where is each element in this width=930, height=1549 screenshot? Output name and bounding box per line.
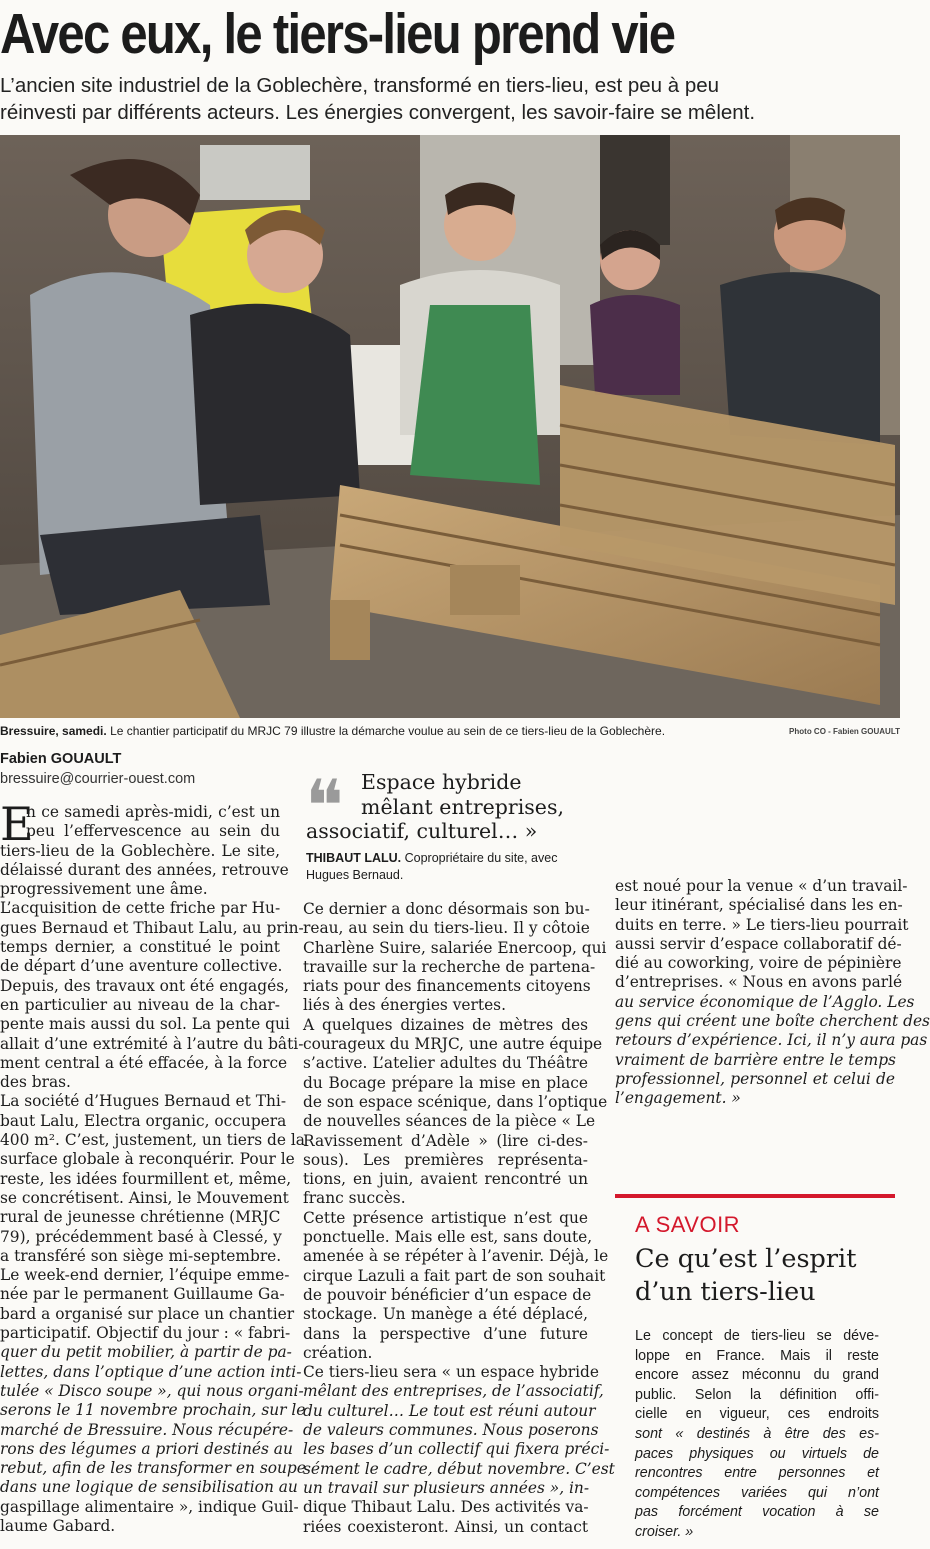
column-2-line: travaille sur la recherche de partena- xyxy=(303,957,596,976)
subhead-line: réinvesti par différents acteurs. Les énergies convergent, les savoir-faire se mêlent. xyxy=(0,101,756,124)
box-title-line: d’un tiers-lieu xyxy=(635,1277,816,1307)
column-2-line: Cette présence artistique n’est que xyxy=(303,1208,588,1227)
column-2-line: un travail sur plusieurs années », in- xyxy=(303,1478,590,1497)
column-1-line: rural de jeunesse chrétienne (MRJC xyxy=(0,1208,281,1227)
headline: Avec eux, le tiers-lieu prend vie xyxy=(0,2,675,66)
pull-quote xyxy=(305,764,596,848)
author-name: Fabien GOUAULT xyxy=(0,751,122,767)
column-1-line: Le week-end dernier, l’équipe emme- xyxy=(0,1266,290,1285)
column-2-line: riées coexisteront. Ainsi, un contact xyxy=(303,1517,588,1536)
column-3-line: leur itinérant, spécialisé dans les en- xyxy=(615,896,903,915)
column-2-line: de pouvoir bénéficier d’un espace de xyxy=(303,1285,592,1304)
column-2-line: franc succès. xyxy=(303,1189,406,1208)
pull-quote-line: Espace hybride xyxy=(361,770,522,794)
column-1-line: lettes, dans l’optique d’une action inti- xyxy=(0,1362,302,1381)
column-2-line: A quelques dizaines de mètres des xyxy=(303,1015,588,1034)
column-2-line: riats pour des financements citoyens xyxy=(303,977,591,996)
column-1-line: bard a organisé sur place un chantier xyxy=(0,1304,295,1323)
column-3-line: au service économique de l’Agglo. Les xyxy=(615,992,915,1011)
article-column-1 xyxy=(0,797,306,1536)
box-kicker: A SAVOIR xyxy=(635,1212,741,1237)
caption-place: Bressuire, samedi. xyxy=(0,724,107,738)
quote-mark-icon: ❝ xyxy=(305,764,344,848)
box-body-line: croiser. » xyxy=(635,1523,694,1540)
column-1-line: reste, les idées fourmillent et, même, xyxy=(0,1169,292,1188)
column-2-line: courageux du MRJC, une autre équipe xyxy=(303,1035,603,1054)
column-2-line: Charlène Suire, salariée Enercoop, qui xyxy=(303,938,607,957)
column-1-line: dans une logique de sensibilisation au xyxy=(0,1478,298,1497)
pull-quote-line: mêlant entreprises, xyxy=(361,794,564,819)
box-body-line: public. Selon la définition offi- xyxy=(635,1386,879,1403)
column-1-line: progressivement une âme. xyxy=(0,880,208,899)
column-1-line: Depuis, des travaux ont été engagés, xyxy=(0,976,289,995)
article-photo xyxy=(0,135,900,718)
photo-illustration xyxy=(0,135,900,718)
column-2-line: s’active. L’atelier adultes du Théâtre xyxy=(303,1054,588,1073)
column-2-line: sous). Les premières représenta- xyxy=(303,1150,588,1169)
box-body xyxy=(635,1327,879,1543)
column-2-line: tions, en juin, avaient rencontré un xyxy=(303,1170,588,1189)
column-2-line: dique Thibaut Lalu. Des activités va- xyxy=(303,1498,589,1517)
column-1-line: n ce samedi après-midi, c’est un xyxy=(26,803,280,821)
column-2-line: Ravissement d’Adèle » (lire ci-des- xyxy=(303,1131,588,1150)
box-body-line: Le concept de tiers-lieu se déve- xyxy=(635,1328,879,1344)
column-3-line: duits en terre. » Le tiers-lieu pourrait xyxy=(615,915,909,934)
column-2-line: du culturel… Le tout est réuni autour xyxy=(303,1401,596,1420)
column-3-line: est noué pour la venue « d’un travail- xyxy=(615,877,908,895)
box-body-line: cielle en vigueur, ces endroits xyxy=(635,1406,879,1423)
column-3-line: dié au coworking, voire de pépinière xyxy=(615,954,902,973)
byline xyxy=(0,749,290,789)
column-1-line: se concrétisent. Ainsi, le Mouvement xyxy=(0,1188,289,1207)
column-1-line: pente mais aussi du sol. La pente qui xyxy=(0,1015,290,1034)
photo-caption xyxy=(0,721,900,743)
column-2-line: sément le cadre, début novembre. C’est xyxy=(303,1459,615,1478)
column-1-line: baut Lalu, Electra organic, occupera xyxy=(0,1111,287,1130)
article-column-2 xyxy=(303,900,615,1537)
column-2-line: Ce tiers-lieu sera « un espace hybride xyxy=(303,1363,600,1382)
column-2-line: dans la perspective d’une future xyxy=(303,1324,588,1343)
pull-quote-line: associatif, culturel… » xyxy=(306,819,538,843)
column-2-line: cirque Lazuli a fait part de son souhait xyxy=(303,1266,606,1285)
column-1-line: 400 m². C’est, justement, un tiers de la xyxy=(0,1131,305,1150)
column-1-line: gaspillage alimentaire », indique Guil- xyxy=(0,1497,299,1516)
box-body-line: paces physiques ou virtuels de xyxy=(635,1445,879,1462)
column-1-line: en particulier au niveau de la char- xyxy=(0,995,280,1014)
subhead-line: L’ancien site industriel de la Goblechère, transformé en tiers-lieu, est peu à peu xyxy=(0,74,720,97)
column-1-line: allait d’une extrémité à l’autre du bâti- xyxy=(0,1034,304,1053)
subheadline xyxy=(0,72,900,126)
box-accent-rule xyxy=(615,1194,895,1198)
column-2-line: de son espace scénique, dans l’optique xyxy=(303,1092,608,1111)
column-1-line: a transféré son siège mi-septembre. xyxy=(0,1246,282,1265)
quote-attribution xyxy=(306,850,596,884)
photo-credit: Photo CO - Fabien GOUAULT xyxy=(789,727,900,736)
quote-author-role: Copropriétaire du site, avec Hugues Bernaud. xyxy=(306,851,558,882)
quote-author: THIBAUT LALU. xyxy=(306,851,402,865)
box-body-line: encore assez méconnu du grand xyxy=(635,1367,879,1384)
column-1-line: rons des légumes a priori destinés au xyxy=(0,1439,293,1458)
column-2-line: création. xyxy=(303,1343,373,1362)
column-1-line: marché de Bressuire. Nous récupére- xyxy=(0,1420,294,1439)
box-body-line: compétences variées qui n’ont xyxy=(635,1484,879,1501)
column-1-line: de départ d’une aventure collective. xyxy=(0,957,283,976)
column-1-line: quer du petit mobilier, à partir de pa- xyxy=(0,1343,292,1362)
column-1-line: peu l’effervescence au sein du xyxy=(26,822,280,841)
article-column-3 xyxy=(615,877,930,1109)
column-1-line: 79), précédemment basé à Clessé, y xyxy=(0,1227,282,1246)
column-2-line: de nouvelles séances de la pièce « Le xyxy=(303,1112,596,1131)
column-2-line: stockage. Un manège a été déplacé, xyxy=(303,1305,588,1324)
box-body-line: sont « destinés à être des es- xyxy=(635,1425,879,1442)
author-email[interactable]: bressuire@courrier-ouest.com xyxy=(0,771,196,787)
box-body-line: pas forcément vocation à se xyxy=(635,1504,879,1521)
column-1-line: des bras. xyxy=(0,1073,71,1092)
column-1-line: L’acquisition de cette friche par Hu- xyxy=(0,899,281,918)
column-1-line: gues Bernaud et Thibaut Lalu, au prin- xyxy=(0,918,304,937)
box-title-line: Ce qu’est l’esprit xyxy=(635,1244,857,1274)
box-body-line: loppe en France. Mais il reste xyxy=(635,1347,879,1364)
column-2-line: amenée à se répéter à l’avenir. Déjà, le xyxy=(303,1247,609,1266)
column-3-line: d’entreprises. « Nous en avons parlé xyxy=(615,973,903,992)
column-1-line: surface globale à reconquérir. Pour le xyxy=(0,1150,295,1169)
column-1-line: née par le permanent Guillaume Ga- xyxy=(0,1285,285,1304)
column-2-line: reau, au sein du tiers-lieu. Il y côtoie xyxy=(303,919,590,938)
column-2-line: Ce dernier a donc désormais son bu- xyxy=(303,900,590,918)
column-1-line: tiers-lieu de la Goblechère. Le site, xyxy=(0,841,280,860)
column-2-line: de valeurs communes. Nous poserons xyxy=(303,1421,599,1440)
box-body-line: rencontres entre personnes et xyxy=(635,1465,879,1482)
column-1-line: laume Gabard. xyxy=(0,1516,116,1535)
column-3-line: l’engagement. » xyxy=(615,1089,741,1108)
column-2-line: les bases d’un collectif qui fixera préci- xyxy=(303,1440,610,1459)
column-3-line: gens qui créent une boîte cherchent des xyxy=(615,1012,930,1031)
column-1-line: serons le 11 novembre prochain, sur le xyxy=(0,1401,306,1420)
column-2-line: ponctuelle. Mais elle est, sans doute, xyxy=(303,1228,593,1247)
column-1-line: tulée « Disco soupe », qui nous organi- xyxy=(0,1381,304,1400)
column-3-line: retours d’expérience. Ici, il n’y aura pas xyxy=(615,1031,928,1050)
caption-text: Le chantier participatif du MRJC 79 illustre la démarche voulue au sein de ce tiers-lieu de la Goblechère. xyxy=(110,724,666,738)
column-1-line: délaissé durant des années, retrouve xyxy=(0,860,289,879)
column-1-line: participatif. Objectif du jour : « fabri- xyxy=(0,1324,291,1343)
drop-cap: E xyxy=(0,797,34,851)
column-1-line: temps dernier, a constitué le point xyxy=(0,938,280,957)
column-2-line: liés à des énergies vertes. xyxy=(303,996,506,1015)
column-3-line: aussi servir d’espace collaboratif dé- xyxy=(615,934,902,953)
box-title xyxy=(635,1243,895,1309)
column-2-line: du Bocage prépare la mise en place xyxy=(303,1073,588,1092)
column-1-line: ment central a été effacée, à la force xyxy=(0,1053,288,1072)
column-3-line: vraiment de barrière entre le temps xyxy=(615,1050,896,1069)
column-2-line: mêlant des entreprises, de l’associatif, xyxy=(303,1382,604,1401)
column-1-line: rebut, afin de les transformer en soupe xyxy=(0,1459,306,1478)
column-3-line: professionnel, personnel et celui de xyxy=(615,1069,895,1088)
column-1-line: La société d’Hugues Bernaud et Thi- xyxy=(0,1092,287,1111)
